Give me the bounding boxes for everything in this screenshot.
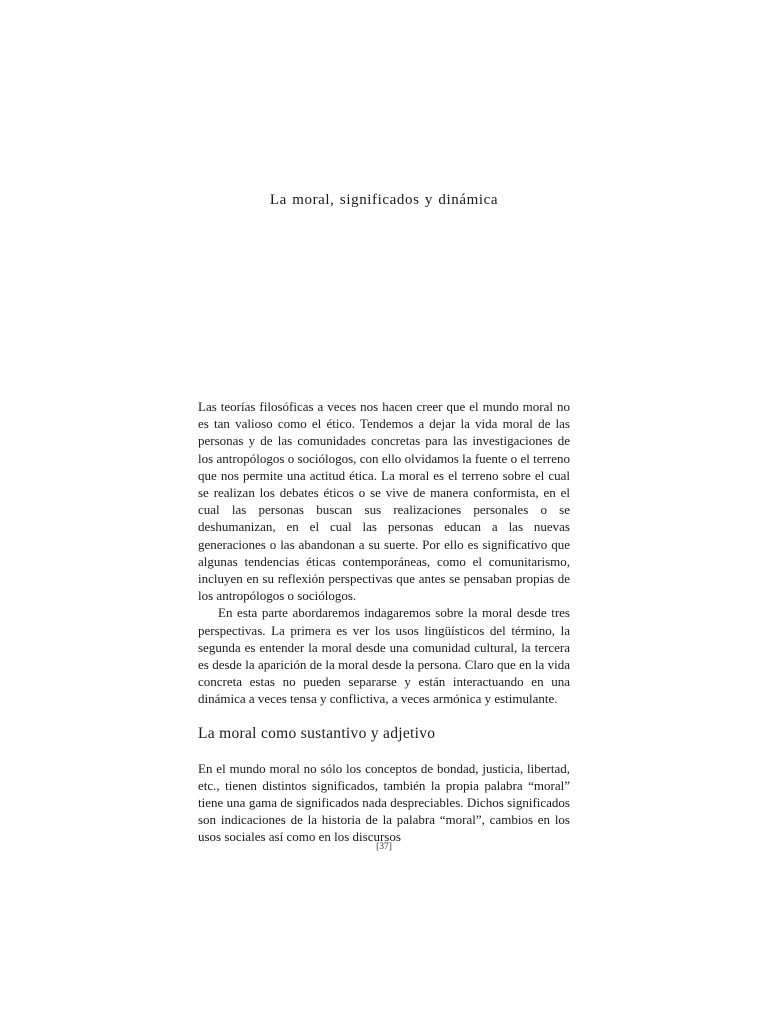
intro-paragraph-1: Las teorías filosóficas a veces nos hacen creer que el mundo moral no es tan valioso como el ético. Tendemos a dejar la vida moral de las personas y de las comunidades concretas para las investigaciones de los antropólogos o sociólogos, con ello olvidamos la fuente o el terreno que nos permite una actitud ética. La moral es el terreno sobre el cual se realizan los debates éticos o se vive de manera conformista, en el cual las personas buscan sus realizaciones personales o se deshumanizan, en el cual las personas educan a las nuevas generaciones o las abandonan a su suerte. Por ello es significativo que algunas tendencias éticas contemporáneas, como el comunitarismo, incluyen en su reflexión perspectivas que antes se pensaban propias de los antropólogos o sociólogos. <box>198 399 570 604</box>
section-heading: La moral como sustantivo y adjetivo <box>198 724 436 742</box>
body-text <box>198 398 570 846</box>
intro-paragraph-2: En esta parte abordaremos indagaremos sobre la moral desde tres perspectivas. La primera es ver los usos lingüísticos del término, la segunda es entender la moral desde una comunidad cultural, la tercera es desde la aparición de la moral desde la persona. Claro que en la vida concreta estas no pueden separarse y están interactuando en una dinámica a veces tensa y conflictiva, a veces armónica y estimulante. <box>198 605 570 707</box>
page-number: [37] <box>376 842 392 852</box>
chapter-title: La moral, significados y dinámica <box>269 192 499 208</box>
section-paragraph-1: En el mundo moral no sólo los conceptos de bondad, justicia, libertad, etc., tienen distintos significados, también la propia palabra “moral” tiene una gama de significados nada despreciables. Dichos significados son indicaciones de la historia de la palabra “moral”, cambios en los usos sociales así como en los discursos <box>198 760 570 845</box>
